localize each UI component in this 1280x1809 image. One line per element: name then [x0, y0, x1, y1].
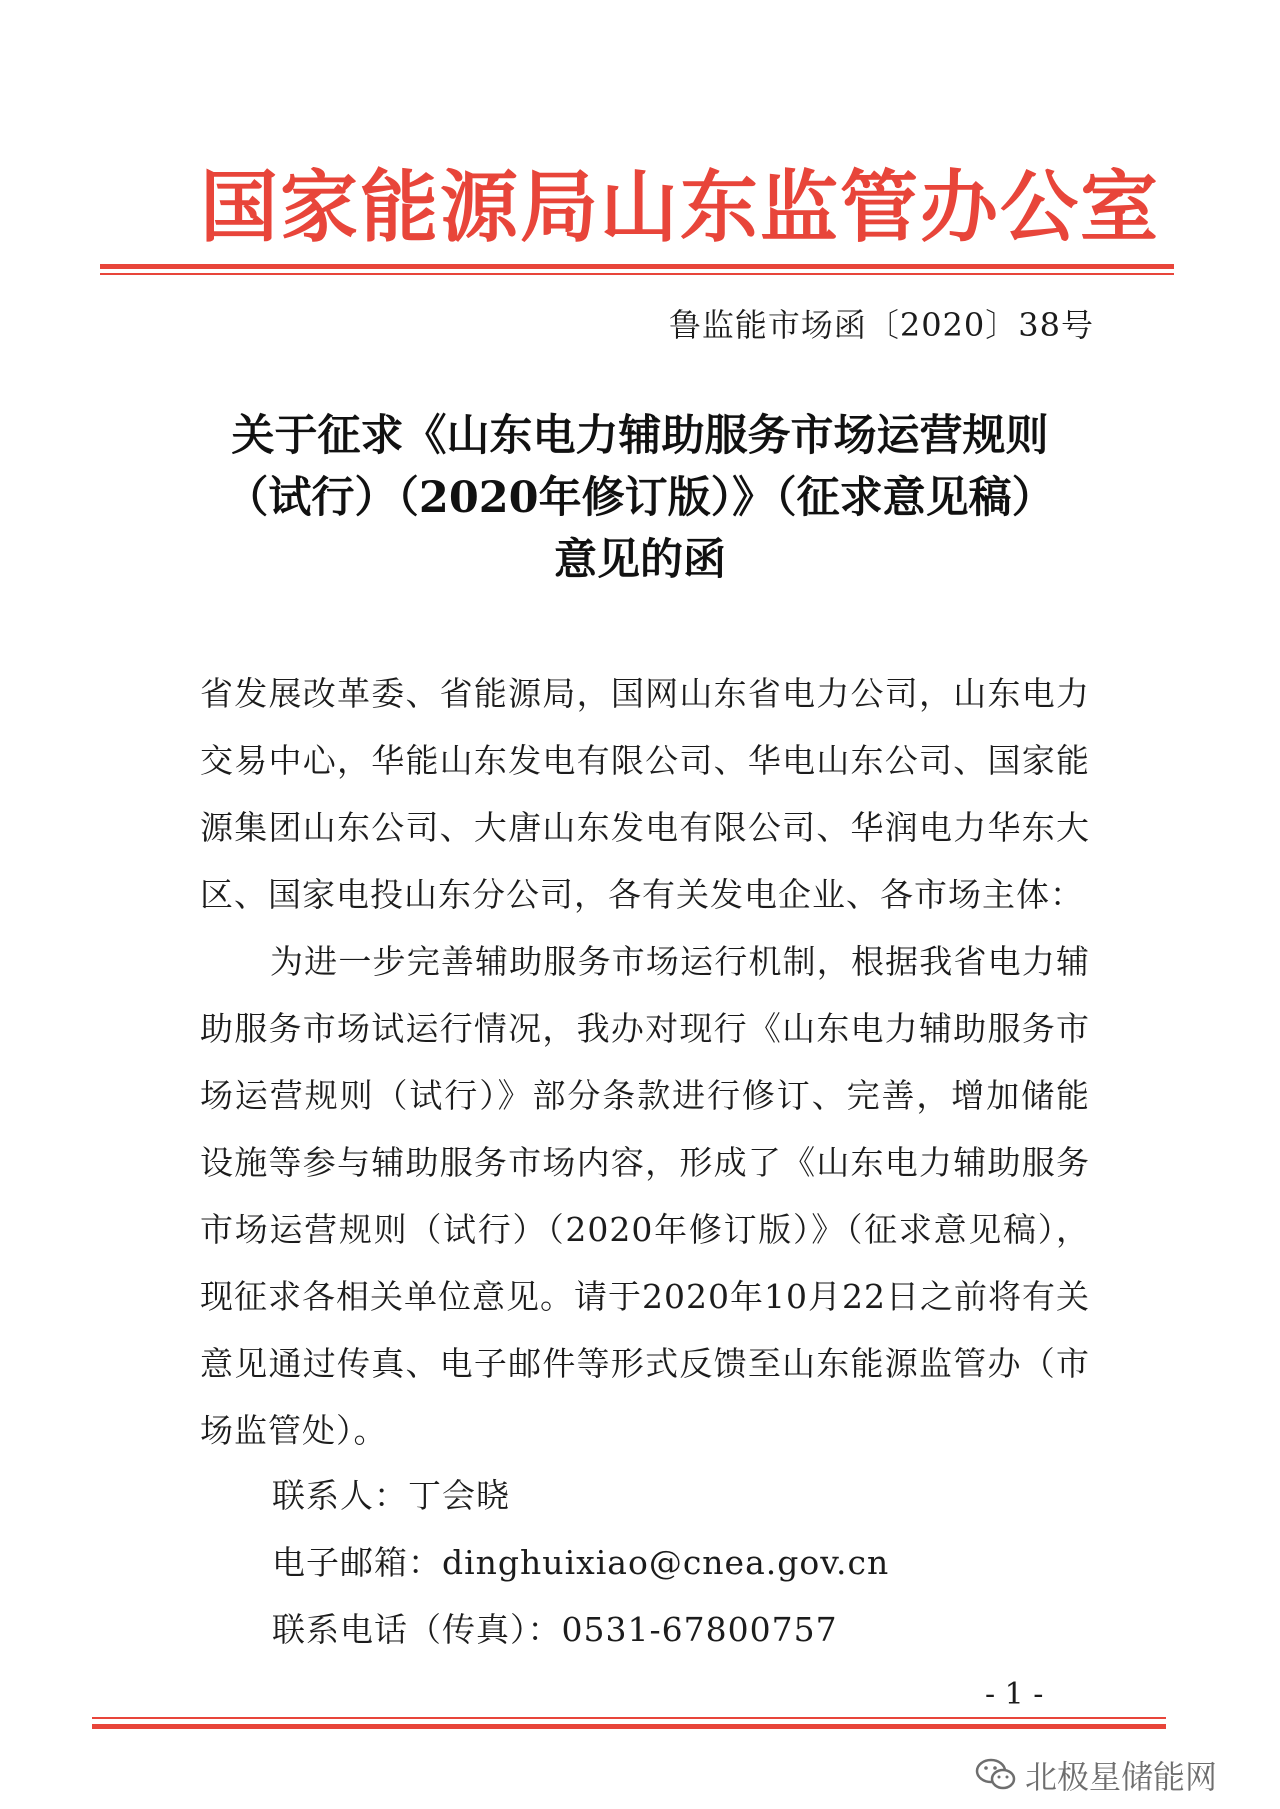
header-rule-thick — [100, 264, 1174, 269]
title-line-1: 关于征求《山东电力辅助服务市场运营规则 — [231, 411, 1049, 461]
footer-rule-thick — [92, 1724, 1166, 1729]
contact-email: 电子邮箱：dinghuixiao@cnea.gov.cn — [272, 1543, 890, 1582]
watermark — [975, 1752, 1217, 1798]
document-body — [200, 660, 1090, 1464]
contact-person: 联系人：丁会晓 — [272, 1476, 510, 1515]
watermark-text: 北极星储能网 — [1025, 1758, 1218, 1796]
footer-rule-thin — [92, 1717, 1166, 1719]
title-line-2: （试行）（2020年修订版）》（征求意见稿） — [225, 473, 1055, 523]
document-number: 鲁监能市场函〔2020〕38号 — [668, 306, 1094, 344]
header-rule-thin — [100, 273, 1174, 275]
org-header: 国家能源局山东监管办公室 — [200, 162, 1161, 253]
wechat-icon — [975, 1757, 1017, 1793]
recipients-paragraph: 省发展改革委、省能源局，国网山东省电力公司，山东电力交易中心，华能山东发电有限公司、华电山东公司、国家能源集团山东公司、大唐山东发电有限公司、华润电力华东大区、国家电投山东分公司，各有关发电企业、各市场主体： — [200, 674, 1090, 914]
title-line-3: 意见的函 — [554, 535, 726, 585]
main-paragraph: 为进一步完善辅助服务市场运行机制，根据我省电力辅助服务市场试运行情况，我办对现行《山东电力辅助服务市场运营规则（试行）》部分条款进行修订、完善，增加储能设施等参与辅助服务市场内容，形成了《山东电力辅助服务市场运营规则（试行）（2020年修订版）》（征求意见稿），现征求各相关单位意见。请于2020年10月22日之前将有关意见通过传真、电子邮件等形式反馈至山东能源监管办（市场监管处）。 — [200, 942, 1090, 1450]
document-title — [170, 405, 1110, 591]
page-number: - 1 - — [985, 1677, 1044, 1712]
contact-phone: 联系电话（传真）：0531-67800757 — [272, 1610, 838, 1649]
